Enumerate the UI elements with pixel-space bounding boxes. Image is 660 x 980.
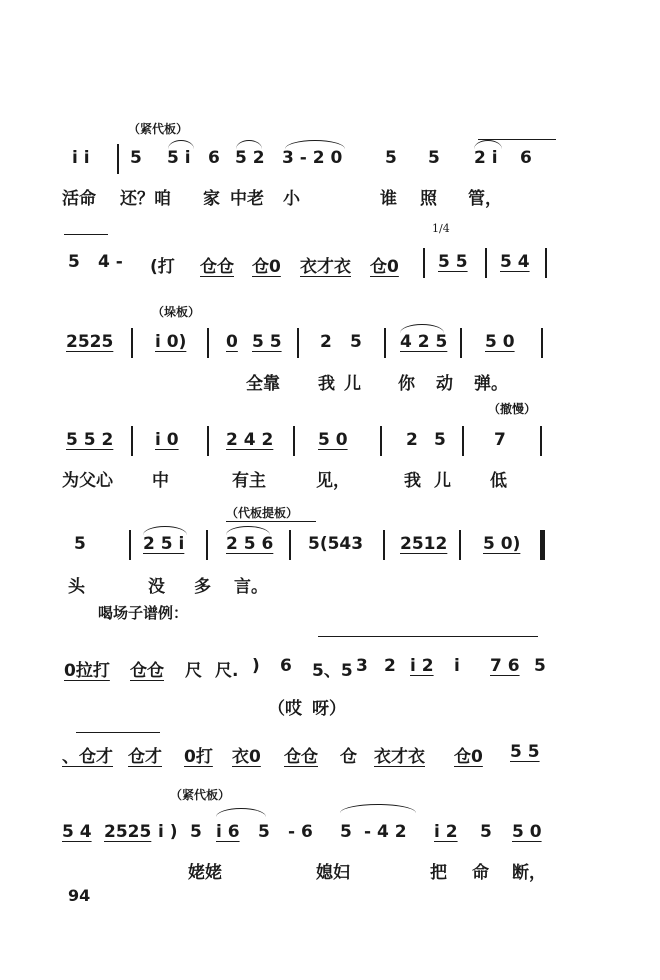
note-group: i 6 bbox=[216, 822, 240, 842]
note-group: 5 bbox=[534, 656, 546, 676]
lyrics-line-8 bbox=[0, 858, 660, 884]
note-group: 仓0 bbox=[454, 747, 483, 767]
note-group: 仓0 bbox=[252, 257, 281, 277]
note-group: 5 4 bbox=[62, 822, 92, 842]
note-group: 5 bbox=[480, 822, 492, 842]
lyric: 多 bbox=[194, 577, 211, 597]
note-group: 衣0 bbox=[232, 747, 261, 767]
lyric: 全靠 bbox=[246, 374, 280, 394]
lyric: 低 bbox=[490, 471, 507, 491]
lyric: 还？咱 bbox=[120, 189, 171, 209]
slur bbox=[226, 526, 270, 535]
note-group: 4 - bbox=[98, 252, 123, 272]
note-group: 2525 bbox=[104, 822, 152, 842]
lyric: 活命 bbox=[62, 189, 96, 209]
note-group: 2 i bbox=[474, 148, 498, 168]
note-group: i i bbox=[72, 148, 90, 168]
note-group: 仓仓 bbox=[284, 747, 318, 767]
note-group: i 2 bbox=[434, 822, 458, 842]
notation-line-7 bbox=[0, 738, 660, 768]
note-group: 0拉打 bbox=[64, 661, 110, 681]
lyric: 中老 bbox=[230, 189, 264, 209]
note-group: 7 6 bbox=[490, 656, 520, 676]
page-number: 94 bbox=[68, 886, 91, 905]
notation-line-4 bbox=[0, 426, 660, 456]
note-group: 5 0 bbox=[485, 332, 515, 352]
note-group: 6 bbox=[208, 148, 220, 168]
note-group: 仓仓 bbox=[130, 661, 164, 681]
note-group: - 4 2 bbox=[364, 822, 407, 842]
lyric: 媳妇 bbox=[316, 863, 350, 883]
barline bbox=[485, 248, 487, 278]
note-group: 5 5 bbox=[252, 332, 282, 352]
barline bbox=[462, 426, 464, 456]
barline bbox=[540, 426, 542, 456]
note-group: 7 bbox=[494, 430, 506, 450]
fraction-mark: 1/4 bbox=[432, 222, 450, 235]
note-group: 尺. bbox=[215, 661, 239, 681]
note-group: 0 bbox=[226, 332, 238, 352]
notation-line-8 bbox=[0, 818, 660, 848]
phrase-line bbox=[226, 521, 316, 522]
lyrics-line-6 bbox=[0, 694, 660, 720]
note-group: (打 bbox=[150, 257, 175, 277]
note-group: 6 bbox=[520, 148, 532, 168]
barline bbox=[460, 328, 462, 358]
final-barline bbox=[540, 530, 545, 560]
note-group: 5 bbox=[340, 822, 352, 842]
lyric: 儿 bbox=[344, 374, 361, 394]
lyric: 为父心 bbox=[62, 471, 113, 491]
slur bbox=[143, 526, 187, 535]
note-group: i 0) bbox=[155, 332, 187, 352]
lyric: 小 bbox=[283, 189, 300, 209]
note-group: 5 bbox=[190, 822, 202, 842]
slur bbox=[236, 140, 262, 149]
note-group: 5、5 bbox=[312, 661, 353, 681]
note-group: 5 2 bbox=[235, 148, 265, 168]
lyric: 我 bbox=[318, 374, 335, 394]
barline bbox=[459, 530, 461, 560]
lyrics-line-4 bbox=[0, 466, 660, 492]
slur bbox=[340, 804, 416, 813]
barline bbox=[384, 328, 386, 358]
note-group: ) bbox=[252, 656, 260, 676]
tempo-mark: （撤慢） bbox=[488, 402, 537, 416]
lyric: 没 bbox=[148, 577, 165, 597]
note-group: i bbox=[454, 656, 460, 676]
note-group: 5 bbox=[428, 148, 440, 168]
tempo-mark: （垛板） bbox=[152, 305, 201, 319]
phrase-line bbox=[478, 139, 556, 140]
barline bbox=[117, 144, 119, 174]
note-group: 2 4 2 bbox=[226, 430, 274, 450]
tempo-mark: （代板提板） bbox=[226, 506, 299, 520]
phrase-line bbox=[318, 636, 538, 637]
lyric: 管， bbox=[468, 189, 502, 209]
barline bbox=[206, 530, 208, 560]
lyric: 照 bbox=[420, 189, 437, 209]
lyric: （哎 bbox=[268, 699, 302, 719]
note-group: 5 bbox=[434, 430, 446, 450]
barline bbox=[131, 426, 133, 456]
note-group: 5 4 bbox=[500, 252, 530, 272]
note-group: 4 2 5 bbox=[400, 332, 448, 352]
lyric: 家 bbox=[203, 189, 220, 209]
note-group: 2 bbox=[320, 332, 332, 352]
phrase-line bbox=[64, 234, 108, 235]
note-group: 衣才衣 bbox=[374, 747, 425, 767]
barline bbox=[383, 530, 385, 560]
lyric: 中 bbox=[152, 471, 169, 491]
notation-line-2 bbox=[0, 248, 660, 278]
note-group: 仓 bbox=[340, 747, 357, 767]
lyrics-line-5 bbox=[0, 572, 660, 598]
lyric: 见， bbox=[316, 471, 350, 491]
note-group: 仓0 bbox=[370, 257, 399, 277]
note-group: 5 5 2 bbox=[66, 430, 114, 450]
note-group: 仓仓 bbox=[200, 257, 234, 277]
barline bbox=[297, 328, 299, 358]
barline bbox=[380, 426, 382, 456]
note-group: - 6 bbox=[288, 822, 313, 842]
lyric: 言。 bbox=[234, 577, 268, 597]
section-heading: 喝场子谱例： bbox=[98, 604, 189, 622]
slur bbox=[285, 140, 345, 149]
lyrics-line-1 bbox=[0, 184, 660, 210]
note-group: 2 bbox=[406, 430, 418, 450]
note-group: 5 bbox=[130, 148, 142, 168]
note-group: 、仓才 bbox=[62, 747, 113, 767]
slur bbox=[474, 140, 502, 149]
note-group: 2 bbox=[384, 656, 396, 676]
lyric: 头 bbox=[68, 577, 85, 597]
lyric: 命 bbox=[472, 863, 489, 883]
note-group: 2 5 6 bbox=[226, 534, 274, 554]
note-group: 5 bbox=[74, 534, 86, 554]
note-group: 5 5 bbox=[510, 742, 540, 762]
note-group: 3 - 2 0 bbox=[282, 148, 343, 168]
note-group: 5 5 bbox=[438, 252, 468, 272]
lyric: 断， bbox=[512, 863, 546, 883]
note-group: 0打 bbox=[184, 747, 213, 767]
barline bbox=[289, 530, 291, 560]
note-group: 5 0 bbox=[512, 822, 542, 842]
note-group: 2525 bbox=[66, 332, 114, 352]
note-group: 衣才衣 bbox=[300, 257, 351, 277]
barline bbox=[129, 530, 131, 560]
note-group: 仓才 bbox=[128, 747, 162, 767]
slur bbox=[216, 808, 266, 817]
note-group: i 2 bbox=[410, 656, 434, 676]
lyric: 弹。 bbox=[474, 374, 508, 394]
lyric: 你 bbox=[398, 374, 415, 394]
slur bbox=[400, 324, 444, 333]
note-group: 5 0 bbox=[318, 430, 348, 450]
note-group: 5(543 bbox=[308, 534, 364, 554]
barline bbox=[545, 248, 547, 278]
tempo-mark: （紧代板） bbox=[128, 122, 189, 136]
note-group: 5 0) bbox=[483, 534, 521, 554]
note-group: 2512 bbox=[400, 534, 448, 554]
slur bbox=[168, 140, 194, 149]
barline bbox=[131, 328, 133, 358]
notation-line-3 bbox=[0, 328, 660, 358]
note-group: 5 bbox=[258, 822, 270, 842]
note-group: i 0 bbox=[155, 430, 179, 450]
lyric: 有主 bbox=[232, 471, 266, 491]
note-group: i ) bbox=[158, 822, 178, 842]
barline bbox=[423, 248, 425, 278]
note-group: 5 bbox=[68, 252, 80, 272]
tempo-mark: （紧代板） bbox=[170, 788, 231, 802]
lyric: 呀） bbox=[312, 699, 346, 719]
note-group: 5 i bbox=[167, 148, 191, 168]
barline bbox=[293, 426, 295, 456]
lyric: 谁 bbox=[380, 189, 397, 209]
barline bbox=[207, 328, 209, 358]
phrase-line bbox=[76, 732, 160, 733]
lyric: 我 bbox=[404, 471, 421, 491]
note-group: 3 bbox=[356, 656, 368, 676]
barline bbox=[541, 328, 543, 358]
lyric: 把 bbox=[430, 863, 447, 883]
notation-line-5 bbox=[0, 530, 660, 560]
note-group: 5 bbox=[385, 148, 397, 168]
note-group: 尺 bbox=[185, 661, 202, 681]
notation-line-6 bbox=[0, 652, 660, 682]
note-group: 6 bbox=[280, 656, 292, 676]
lyric: 姥姥 bbox=[188, 863, 222, 883]
lyric: 动 bbox=[436, 374, 453, 394]
note-group: 5 bbox=[350, 332, 362, 352]
barline bbox=[207, 426, 209, 456]
lyric: 儿 bbox=[434, 471, 451, 491]
lyrics-line-3 bbox=[0, 369, 660, 395]
note-group: 2 5 i bbox=[143, 534, 185, 554]
